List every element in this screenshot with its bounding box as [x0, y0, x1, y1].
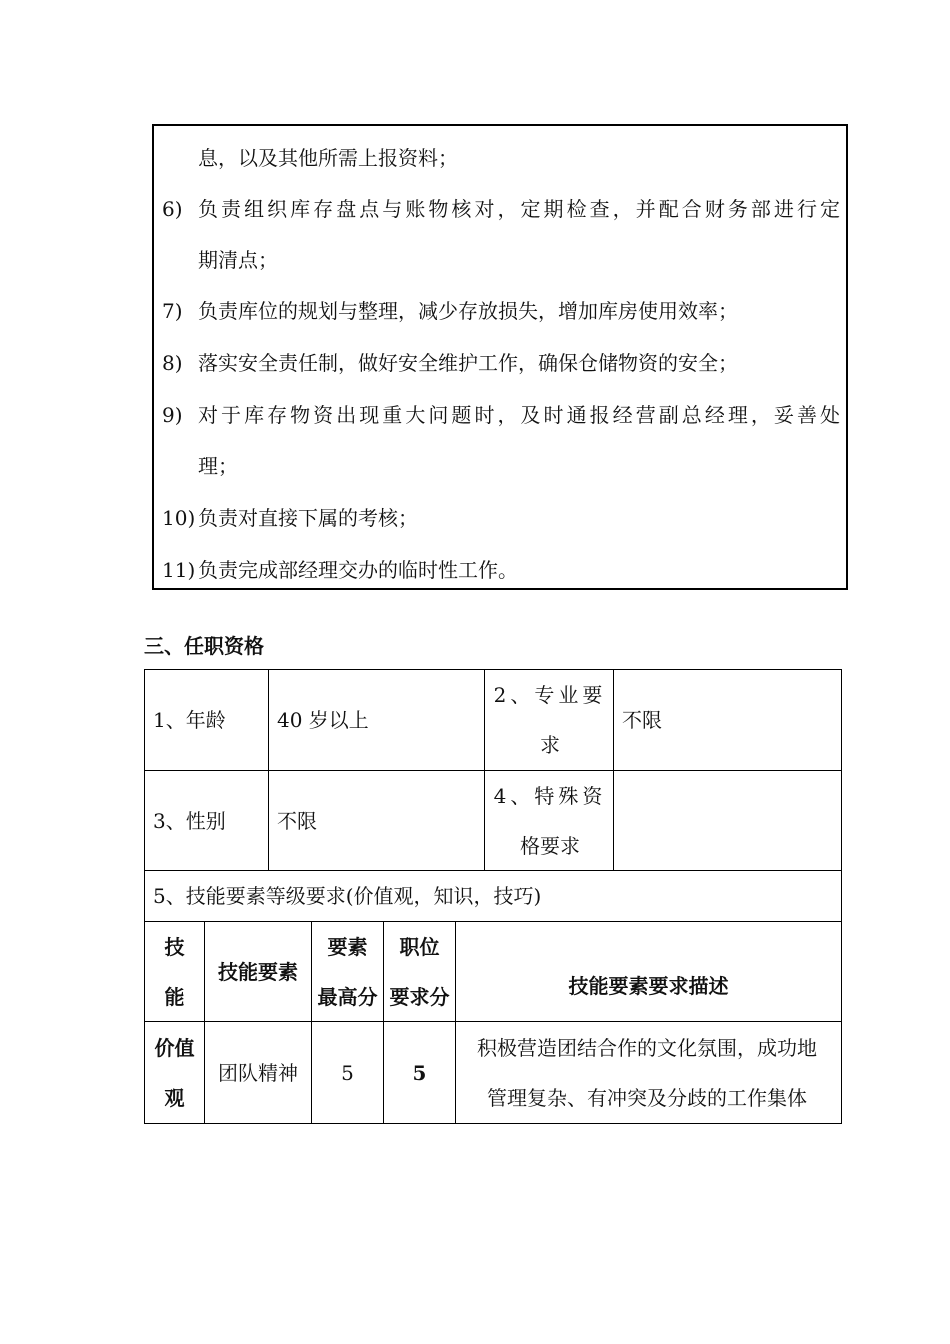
category-line1: 价值: [154, 1035, 195, 1060]
duty-number: 6): [162, 197, 183, 221]
gender-label: 3、性别: [153, 808, 226, 833]
desc-line1: 积极营造团结合作的文化氛围，成功地: [477, 1035, 817, 1060]
required-score: 5: [412, 1060, 427, 1085]
duty-text: 理；: [198, 454, 238, 478]
element-value: 团队精神: [218, 1060, 298, 1085]
duty-number: 10): [162, 506, 196, 530]
age-value: 40 岁以上: [277, 708, 369, 732]
header-element: 技能要素: [218, 959, 298, 984]
duty-text: 负责库位的规划与整理，减少存放损失，增加库房使用效率；: [198, 299, 738, 323]
duty-text: 对于库存物资出现重大问题时，及时通报经营副总经理，妥善处: [198, 403, 840, 427]
header-required-line2: 要求分: [389, 984, 450, 1009]
duty-line: [162, 492, 840, 544]
special-value: [622, 771, 835, 870]
header-max-line2: 最高分: [317, 984, 378, 1009]
header-required-line1: 职位: [399, 934, 440, 959]
table-row: [145, 771, 841, 871]
duty-text: 期清点；: [198, 248, 278, 272]
table-row: [145, 670, 841, 771]
max-score: 5: [341, 1060, 354, 1085]
qualifications-table: [144, 669, 842, 1124]
major-value-cell: [614, 670, 841, 770]
duty-number: 11): [162, 558, 196, 582]
age-label: 1、年龄: [153, 708, 226, 732]
major-label-cell: [485, 670, 614, 770]
table-row: [145, 922, 841, 1022]
header-desc-cell: [456, 922, 841, 1021]
special-value-cell: [614, 771, 841, 870]
duty-text: 负责对直接下属的考核；: [198, 506, 418, 530]
duty-text: 负责组织库存盘点与账物核对，定期检查，并配合财务部进行定: [198, 197, 840, 221]
table-row: [145, 871, 841, 922]
duties-box: [152, 124, 848, 590]
duty-line: [162, 440, 840, 492]
duty-number: 9): [162, 403, 183, 427]
category-line2: 观: [164, 1085, 185, 1110]
header-skill-line1: 技: [164, 934, 185, 959]
skills-heading-cell: [145, 871, 841, 921]
major-label-line2: 求: [540, 733, 560, 757]
header-max-cell: [312, 922, 384, 1021]
gender-label-cell: [145, 771, 269, 870]
duty-text: 负责完成部经理交办的临时性工作。: [198, 558, 518, 582]
header-max-line1: 要素: [327, 934, 368, 959]
gender-value: 不限: [277, 808, 317, 833]
duty-line: [162, 183, 840, 235]
header-skill-cell: [145, 922, 205, 1021]
element-cell: [205, 1022, 312, 1123]
major-value: 不限: [622, 708, 662, 732]
table-row: [145, 1022, 841, 1123]
duty-number: 7): [162, 299, 183, 323]
duty-line: [162, 337, 840, 389]
section-title: 三、任职资格: [144, 634, 264, 658]
header-element-cell: [205, 922, 312, 1021]
required-score-cell: [384, 1022, 456, 1123]
duty-text: 息，以及其他所需上报资料；: [198, 146, 458, 170]
age-label-cell: [145, 670, 269, 770]
max-score-cell: [312, 1022, 384, 1123]
gender-value-cell: [269, 771, 485, 870]
duty-line: [162, 132, 840, 184]
duty-line: [162, 285, 840, 337]
duty-number: 8): [162, 351, 183, 375]
special-label-line2: 格要求: [520, 833, 580, 858]
desc-line2: 管理复杂、有冲突及分歧的工作集体: [487, 1085, 807, 1110]
duty-text: 落实安全责任制，做好安全维护工作，确保仓储物资的安全；: [198, 351, 738, 375]
duty-line: [162, 389, 840, 441]
header-required-cell: [384, 922, 456, 1021]
category-cell: [145, 1022, 205, 1123]
age-value-cell: [269, 670, 485, 770]
header-desc: 技能要素要求描述: [568, 973, 729, 998]
skills-heading: 5、技能要素等级要求(价值观，知识，技巧): [153, 884, 542, 908]
major-label-line1: 2、专业要: [493, 683, 607, 707]
duty-line: [162, 544, 840, 596]
duty-line: [162, 234, 840, 286]
special-label-cell: [485, 771, 614, 870]
desc-cell: [456, 1022, 841, 1123]
special-label-line1: 4、特殊资: [493, 783, 607, 808]
header-skill-line2: 能: [164, 984, 185, 1009]
